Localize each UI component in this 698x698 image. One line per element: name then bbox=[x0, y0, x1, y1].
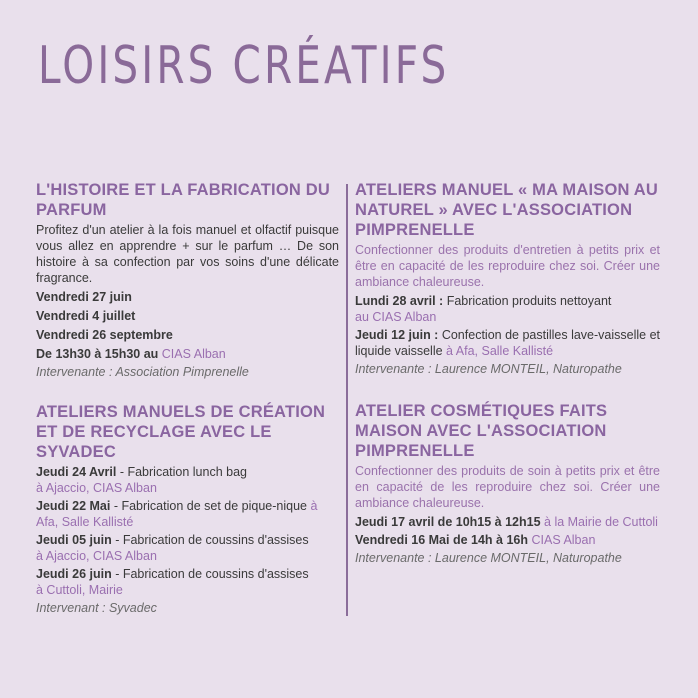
speaker-line: Intervenante : Laurence MONTEIL, Naturopathe bbox=[355, 551, 622, 565]
entry-date: Lundi 28 avril : bbox=[355, 294, 444, 308]
entry bbox=[36, 498, 339, 530]
section-cosmetiques bbox=[355, 401, 660, 566]
entry bbox=[36, 532, 339, 564]
section-title: L'HISTOIRE ET LA FABRICATION DU PARFUM bbox=[36, 181, 330, 219]
section-title: ATELIERS MANUEL « MA MAISON AU NATUREL » AVEC L'ASSOCIATION PIMPRENELLE bbox=[355, 181, 659, 239]
entry-place: à la Mairie de Cuttoli bbox=[544, 515, 658, 529]
entry bbox=[355, 293, 660, 325]
entry-place: à Afa, Salle Kallisté bbox=[36, 499, 318, 529]
section-description: Confectionner des produits d'entretien à petits prix et être en capacité de les reproduire chez soi. Créer une ambiance chaleureuse. bbox=[355, 243, 660, 289]
entry bbox=[36, 566, 339, 598]
entry bbox=[355, 532, 660, 548]
entry-activity: - Fabrication de coussins d'assises bbox=[111, 567, 309, 581]
entry-activity: Confection de pastilles lave-vaisselle et liquide vaisselle bbox=[355, 328, 661, 358]
entry-activity: - Fabrication de set de pique-nique bbox=[110, 499, 307, 513]
entry-date: Jeudi 12 juin : bbox=[355, 328, 439, 342]
entry-date: Jeudi 26 juin bbox=[36, 567, 112, 581]
entry-place: à Ajaccio, CIAS Alban bbox=[36, 481, 157, 495]
entry-place: au CIAS Alban bbox=[355, 310, 437, 324]
entry-place: à Cuttoli, Mairie bbox=[36, 583, 123, 597]
right-column bbox=[355, 180, 660, 566]
time-line bbox=[36, 346, 339, 362]
entry-place: CIAS Alban bbox=[531, 533, 596, 547]
speaker-line: Intervenante : Association Pimprenelle bbox=[36, 365, 249, 379]
section-title: ATELIERS MANUELS DE CRÉATION ET DE RECYCLAGE AVEC LE SYVADEC bbox=[36, 403, 326, 461]
time-text: De 13h30 à 15h30 au bbox=[36, 347, 159, 361]
entry bbox=[355, 327, 660, 359]
entry-place: à Ajaccio, CIAS Alban bbox=[36, 549, 157, 563]
entry-date: Vendredi 16 Mai de 14h à 16h bbox=[355, 533, 528, 547]
date-line: Vendredi 26 septembre bbox=[36, 328, 173, 342]
left-column bbox=[36, 180, 339, 616]
entry-date: Jeudi 22 Mai bbox=[36, 499, 111, 513]
entry-activity: Fabrication produits nettoyant bbox=[443, 294, 612, 308]
date-line: Vendredi 27 juin bbox=[36, 290, 132, 304]
page-title: LOISIRS CRÉATIFS bbox=[38, 36, 450, 96]
entry-date: Jeudi 24 Avril bbox=[36, 465, 117, 479]
section-description: Confectionner des produits de soin à petits prix et être en capacité de les reproduire chez soi. Créer une ambiance chaleureuse. bbox=[355, 464, 660, 510]
date-line: Vendredi 4 juillet bbox=[36, 309, 136, 323]
place-text: CIAS Alban bbox=[161, 347, 226, 361]
section-parfum bbox=[36, 180, 339, 380]
column-divider bbox=[346, 184, 348, 616]
entry-activity: - Fabrication lunch bag bbox=[116, 465, 247, 479]
entry-date: Jeudi 17 avril de 10h15 à 12h15 bbox=[355, 515, 541, 529]
section-title: ATELIER COSMÉTIQUES FAITS MAISON AVEC L'ASSOCIATION PIMPRENELLE bbox=[355, 402, 608, 460]
entry-date: Jeudi 05 juin bbox=[36, 533, 112, 547]
entry-activity: - Fabrication de coussins d'assises bbox=[111, 533, 309, 547]
entry bbox=[36, 464, 339, 496]
section-maison-naturel bbox=[355, 180, 660, 377]
speaker-line: Intervenant : Syvadec bbox=[36, 601, 157, 615]
entry-place: à Afa, Salle Kallisté bbox=[446, 344, 554, 358]
speaker-line: Intervenante : Laurence MONTEIL, Naturopathe bbox=[355, 362, 622, 376]
entry bbox=[355, 514, 660, 530]
section-recyclage bbox=[36, 402, 339, 616]
section-description: Profitez d'un atelier à la fois manuel et olfactif puisque vous allez en apprendre + sur le parfum … De son histoire à sa confection par vos soins d'une délicate fragrance. bbox=[36, 223, 339, 285]
